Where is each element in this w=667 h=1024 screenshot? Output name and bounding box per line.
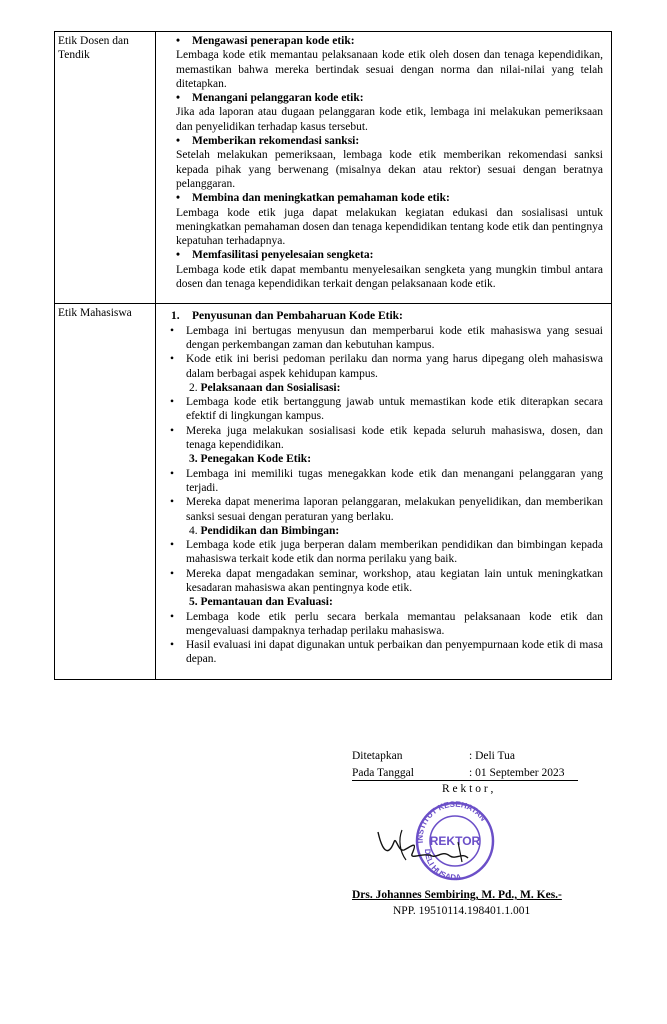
bullet-item: • Lembaga ini bertugas menyusun dan memperbarui kode etik mahasiswa yang sesuai dengan perkembangan zaman dan kebutuhan kampus. xyxy=(168,324,603,353)
section-title xyxy=(168,452,603,466)
ditetapkan-value: : Deli Tua xyxy=(469,750,516,762)
section-number: 2. xyxy=(189,381,198,394)
section-text: Jika ada laporan atau dugaan pelanggaran kode etik, lembaga ini melakukan pemeriksaan dan penyelidikan terhadap kasus tersebut. xyxy=(176,106,603,133)
list-item xyxy=(174,134,603,191)
section-number: 4. xyxy=(189,524,198,537)
section-number: 1. xyxy=(171,310,180,323)
bullet-item: • Lembaga kode etik juga berperan dalam memberikan pendidikan dan bimbingan kepada mahasiswa terkait kode etik dan norma perilaku yang baik. xyxy=(168,538,603,567)
stamp-center-text: REKTOR xyxy=(429,834,481,848)
list-item xyxy=(174,34,603,91)
section-title xyxy=(168,309,603,323)
bullet-item: • Mereka dapat menerima laporan pelanggaran, melakukan penyelidikan, dan memberikan sanksi sesuai dengan peraturan yang berlaku. xyxy=(168,495,603,524)
section-title-text: Penyusunan dan Pembaharuan Kode Etik: xyxy=(192,310,403,323)
section-text: Setelah melakukan pemeriksaan, lembaga kode etik memberikan rekomendasi sanksi kepada pihak yang berwenang (misalnya dekan atau rektor) sesuai dengan beratnya pelanggaran. xyxy=(176,149,603,190)
list-item xyxy=(168,595,603,666)
section-text: Lembaga kode etik dapat membantu menyelesaikan sengketa yang mungkin timbul antara dosen dan tenaga kependidikan terkait dengan pelaksanaan kode etik. xyxy=(176,263,603,291)
date-underline xyxy=(352,780,578,781)
section-title: • Memfasilitasi penyelesaian sengketa: xyxy=(174,248,603,262)
bullet-item: • Lembaga kode etik perlu secara berkala memantau pelaksanaan kode etik dan mengevaluasi dampaknya terhadap perilaku mahasiswa. xyxy=(168,610,603,639)
section-number: 5. xyxy=(189,596,198,609)
list-item xyxy=(174,191,603,248)
section-title-text: Pelaksanaan dan Sosialisasi: xyxy=(200,381,341,394)
section-title xyxy=(168,595,603,609)
table-row-dosen xyxy=(55,32,612,304)
section-title: • Memberikan rekomendasi sanksi: xyxy=(174,134,603,148)
list-item xyxy=(174,248,603,291)
list-item xyxy=(168,452,603,523)
list-item xyxy=(174,91,603,134)
role-label: R e k t o r , xyxy=(442,783,494,795)
section-title xyxy=(168,524,603,538)
section-text: Lembaga kode etik memantau pelaksanaan kode etik oleh dosen dan tenaga kependidikan, memastikan bahwa mereka bertindak sesuai dengan norma dan nilai-nilai yang telah ditetapkan. xyxy=(176,49,603,90)
ethics-table xyxy=(54,31,612,680)
bullet-item: • Lembaga kode etik bertanggung jawab untuk memastikan kode etik diterapkan secara efektif di lingkungan kampus. xyxy=(168,395,603,424)
section-title: • Menangani pelanggaran kode etik: xyxy=(174,91,603,105)
signer-name: Drs. Johannes Sembiring, M. Pd., M. Kes.- xyxy=(352,889,562,901)
row-content-mahasiswa xyxy=(156,304,612,679)
section-title xyxy=(168,381,603,395)
section-title-text: Penegakan Kode Etik: xyxy=(200,453,312,466)
bullet-item: • Kode etik ini berisi pedoman perilaku dan norma yang harus dipegang oleh mahasiswa dalam berbagai aspek kehidupan kampus. xyxy=(168,352,603,381)
handwritten-signature xyxy=(372,822,477,868)
bullet-item: • Hasil evaluasi ini dapat digunakan untuk perbaikan dan penyempurnaan kode etik di masa depan. xyxy=(168,638,603,667)
stamp-top-text: INSTITUT KESEHATAN xyxy=(415,799,488,844)
row-label-dosen: Etik Dosen dan Tendik xyxy=(55,32,156,304)
list-item xyxy=(168,524,603,595)
section-title-text: Pendidikan dan Bimbingan: xyxy=(200,524,340,537)
stamp-bottom-text: DELI HUSADA xyxy=(422,848,462,881)
section-number: 3. xyxy=(189,453,198,466)
bullet-item: • Mereka dapat mengadakan seminar, workshop, atau kegiatan lain untuk meningkatkan kesadaran mahasiswa akan pentingnya kode etik. xyxy=(168,567,603,596)
ditetapkan-label: Ditetapkan xyxy=(352,750,403,762)
bullet-item: • Mereka juga melakukan sosialisasi kode etik kepada seluruh mahasiswa, dosen, dan tenaga kependidikan. xyxy=(168,424,603,453)
tanggal-label: Pada Tanggal xyxy=(352,767,414,779)
row-label-mahasiswa: Etik Mahasiswa xyxy=(55,304,156,679)
row-content-dosen xyxy=(156,32,612,304)
section-text: Lembaga kode etik juga dapat melakukan kegiatan edukasi dan sosialisasi untuk meningkatkan pemahaman dosen dan tenaga kependidikan tentang kode etik dan pentingnya kepatuhan terhadapnya. xyxy=(176,206,603,248)
section-title: • Membina dan meningkatkan pemahaman kode etik: xyxy=(174,191,603,205)
section-title: • Mengawasi penerapan kode etik: xyxy=(174,34,603,48)
list-item xyxy=(168,381,603,452)
tanggal-value: : 01 September 2023 xyxy=(469,767,565,779)
bullet-item: • Lembaga ini memiliki tugas menegakkan kode etik dan menangani pelanggaran yang terjadi. xyxy=(168,467,603,496)
table-row-mahasiswa xyxy=(55,304,612,679)
section-title-text: Pemantauan dan Evaluasi: xyxy=(200,596,333,609)
signer-npp: NPP. 19510114.198401.1.001 xyxy=(393,905,531,917)
list-item xyxy=(168,309,603,380)
